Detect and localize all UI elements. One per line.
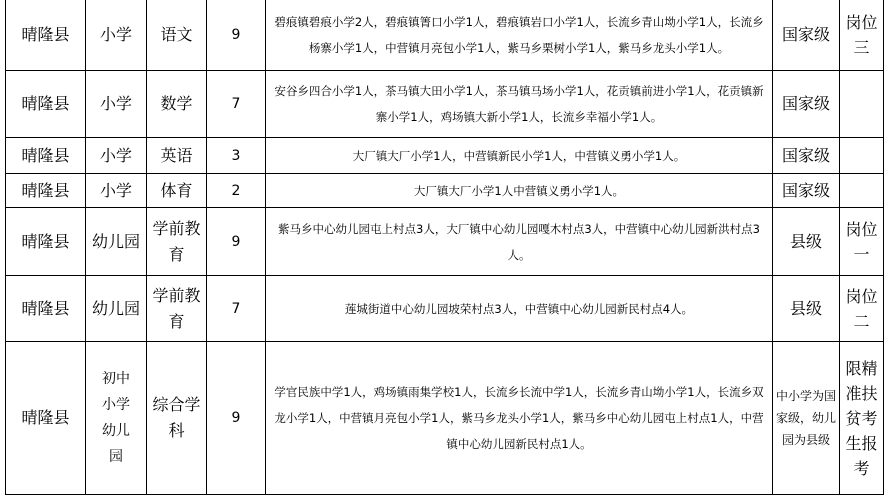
subject-cell: 综合学科 — [147, 342, 207, 495]
school-stage-cell: 幼儿园 — [86, 208, 147, 276]
subject-cell: 英语 — [147, 138, 207, 174]
subject-cell: 语文 — [147, 0, 207, 71]
level-cell: 国家级 — [773, 71, 840, 138]
table-row — [6, 138, 884, 174]
subject-cell: 数学 — [147, 71, 207, 138]
level-cell: 国家级 — [773, 0, 840, 71]
position-count-cell: 7 — [207, 71, 266, 138]
position-count-cell: 2 — [207, 174, 266, 208]
county-cell: 晴隆县 — [6, 174, 86, 208]
post-cell: 限精准扶贫考生报考 — [840, 342, 884, 495]
post-cell: 岗位二 — [840, 276, 884, 342]
table-row — [6, 0, 884, 71]
school-stage-cell: 初中小学幼儿园 — [86, 342, 147, 495]
school-allocation-cell: 大厂镇大厂小学1人，中营镇新民小学1人，中营镇义勇小学1人。 — [266, 138, 773, 174]
subject-cell: 学前教育 — [147, 276, 207, 342]
school-allocation-cell: 大厂镇大厂小学1人中营镇义勇小学1人。 — [266, 174, 773, 208]
position-count-cell: 3 — [207, 138, 266, 174]
subject-cell: 学前教育 — [147, 208, 207, 276]
school-stage-cell: 小学 — [86, 0, 147, 71]
post-cell: 岗位一 — [840, 208, 884, 276]
school-stage-cell: 小学 — [86, 138, 147, 174]
school-stage-cell: 幼儿园 — [86, 276, 147, 342]
table-row — [6, 174, 884, 208]
post-cell — [840, 138, 884, 174]
school-allocation-cell: 紫马乡中心幼儿园屯上村点3人，大厂镇中心幼儿园嘎木村点3人，中营镇中心幼儿园新洪村点3人。 — [266, 208, 773, 276]
post-cell — [840, 174, 884, 208]
position-count-cell: 9 — [207, 0, 266, 71]
level-cell: 国家级 — [773, 174, 840, 208]
level-cell: 国家级 — [773, 138, 840, 174]
school-stage-cell: 小学 — [86, 174, 147, 208]
county-cell: 晴隆县 — [6, 208, 86, 276]
table-row — [6, 208, 884, 276]
level-cell: 中小学为国家级，幼儿园为县级 — [773, 342, 840, 495]
subject-cell: 体育 — [147, 174, 207, 208]
teacher-quota-table — [5, 0, 884, 495]
county-cell: 晴隆县 — [6, 0, 86, 71]
county-cell: 晴隆县 — [6, 276, 86, 342]
school-allocation-cell: 学官民族中学1人，鸡场镇雨集学校1人，长流乡长流中学1人，长流乡青山坳小学1人，长流乡双龙小学1人，中营镇月亮包小学1人，紫马乡龙头小学1人，紫马乡中心幼儿园屯上村点1人，中营镇中心幼儿园新民村点1人。 — [266, 342, 773, 495]
county-cell: 晴隆县 — [6, 71, 86, 138]
position-count-cell: 7 — [207, 276, 266, 342]
county-cell: 晴隆县 — [6, 138, 86, 174]
county-cell: 晴隆县 — [6, 342, 86, 495]
level-cell: 县级 — [773, 208, 840, 276]
school-stage-cell: 小学 — [86, 71, 147, 138]
school-allocation-cell: 碧痕镇碧痕小学2人，碧痕镇箐口小学1人，碧痕镇岩口小学1人，长流乡青山坳小学1人，长流乡杨寨小学1人，中营镇月亮包小学1人，紫马乡栗树小学1人，紫马乡龙头小学1人。 — [266, 0, 773, 71]
post-cell — [840, 71, 884, 138]
level-cell: 县级 — [773, 276, 840, 342]
school-allocation-cell: 安谷乡四合小学1人，茶马镇大田小学1人，茶马镇马场小学1人，花贡镇前进小学1人，花贡镇新寨小学1人，鸡场镇大新小学1人，长流乡幸福小学1人。 — [266, 71, 773, 138]
post-cell: 岗位三 — [840, 0, 884, 71]
table-row — [6, 276, 884, 342]
position-count-cell: 9 — [207, 208, 266, 276]
school-allocation-cell: 莲城街道中心幼儿园坡荣村点3人，中营镇中心幼儿园新民村点4人。 — [266, 276, 773, 342]
position-count-cell: 9 — [207, 342, 266, 495]
table-row — [6, 342, 884, 495]
table-row — [6, 71, 884, 138]
